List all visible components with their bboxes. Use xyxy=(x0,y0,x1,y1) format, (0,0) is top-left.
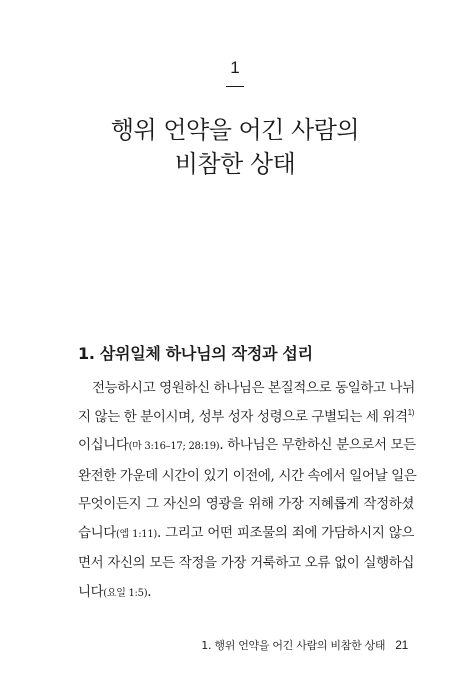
page-number: 21 xyxy=(395,638,408,652)
chapter-title xyxy=(0,113,470,181)
scripture-reference: (마 3:16–17; 28:19) xyxy=(128,441,220,452)
chapter-title-line-1: 행위 언약을 어긴 사람의 xyxy=(110,116,360,144)
body-paragraph xyxy=(78,374,417,608)
section-heading: 1. 삼위일체 하나님의 작정과 섭리 xyxy=(78,344,313,363)
body-line: 무엇이든지 그 자신의 영광을 위해 가장 지혜롭게 작정하셨 xyxy=(78,496,414,512)
body-line xyxy=(78,431,414,462)
footnote-marker: 1) xyxy=(407,407,414,417)
scripture-reference: (요일 1:5) xyxy=(103,587,148,599)
chapter-title-line-2: 비참한 상태 xyxy=(174,150,296,178)
body-line: 완전한 가운데 시간이 있기 이전에, 시간 속에서 일어날 일은 xyxy=(78,467,417,484)
running-head: 1. 행위 언약을 어긴 사람의 비참한 상태 xyxy=(201,639,386,652)
body-text: 습니다 xyxy=(78,524,116,541)
body-text: 니다 xyxy=(78,583,104,600)
body-text: . 그리고 어떤 피조물의 죄에 가담하시지 않으 xyxy=(157,524,415,541)
chapter-number: 1 xyxy=(230,58,240,77)
body-line xyxy=(78,519,414,550)
body-line: 면서 자신의 모든 작정을 가장 거룩하고 오류 없이 실행하십 xyxy=(78,555,414,571)
body-line xyxy=(78,578,414,609)
body-line xyxy=(78,403,414,432)
chapter-rule xyxy=(226,86,244,87)
body-text: . xyxy=(147,583,152,600)
body-line: 전능하시고 영원하신 하나님은 본질적으로 동일하고 나뉘 xyxy=(92,380,415,396)
body-text: . 하나님은 무한하신 분으로서 모든 xyxy=(219,437,416,453)
page-footer xyxy=(201,637,408,653)
scripture-reference: (엡 1:11) xyxy=(115,528,158,540)
body-text: 이십니다 xyxy=(78,437,129,453)
body-text: 지 않는 한 분이시며, 성부 성자 성령으로 구별되는 세 위격 xyxy=(78,408,408,425)
